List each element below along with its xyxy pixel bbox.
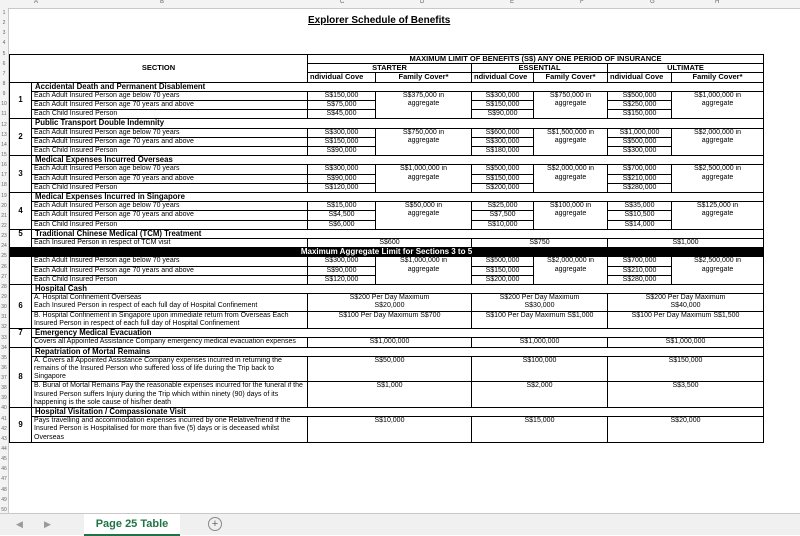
cell-value: S$300,000	[308, 165, 376, 174]
sheet-tab-page-25[interactable]: Page 25 Table	[84, 514, 180, 536]
row-number[interactable]: 1	[2, 10, 6, 16]
row-label: Each Adult Insured Person age 70 years and above	[32, 174, 308, 183]
family-aggregate-cell: S$2,000,000 in aggregate	[672, 128, 764, 156]
cell-value: S$200 Per Day Maximum S$40,000	[608, 294, 764, 311]
family-aggregate-cell: S$750,000 in aggregate	[376, 128, 472, 156]
row-number[interactable]: 19	[1, 192, 7, 199]
cell-value: S$700,000	[608, 165, 672, 174]
col-letter[interactable]: E	[510, 0, 515, 5]
section-number: 6	[10, 285, 32, 329]
cell-value: S$600,000	[472, 128, 534, 137]
scroll-tabs-right-icon[interactable]: ▶	[44, 519, 51, 529]
row-label: Covers all Appointed Assistance Company emergency medical evacuation expenses	[32, 338, 308, 347]
section-title: Hospital Visitation / Compassionate Visit	[32, 407, 764, 416]
cell-value: S$45,000	[308, 110, 376, 119]
row-number[interactable]: 10	[1, 101, 7, 108]
cell-value: S$280,000	[608, 183, 672, 192]
row-number[interactable]: 31	[1, 314, 7, 321]
family-aggregate-cell: S$2,500,000 in aggregate	[672, 257, 764, 285]
row-number[interactable]: 50	[1, 506, 7, 513]
cell-value: S$1,000,000	[472, 338, 608, 347]
cell-value: S$150,000	[308, 137, 376, 146]
cell-value: S$210,000	[608, 266, 672, 275]
cell-value: S$500,000	[608, 137, 672, 146]
row-number[interactable]: 39	[1, 395, 7, 402]
cell-value: S$300,000	[472, 137, 534, 146]
family-aggregate-cell: S$375,000 in aggregate	[376, 91, 472, 119]
section-title: Traditional Chinese Medical (TCM) Treatment	[32, 229, 764, 238]
section-number: 9	[10, 407, 32, 442]
row-label: Each Adult Insured Person age below 70 years	[32, 202, 308, 211]
cell-value: S$200,000	[472, 275, 534, 284]
cell-value: S$75,000	[308, 101, 376, 110]
cell-value: S$150,000	[608, 110, 672, 119]
section-number: 5	[10, 229, 32, 247]
row-number[interactable]: 2	[2, 20, 6, 27]
family-cover-header: Family Cover*	[376, 73, 472, 82]
individual-cover-header: ndividual Cove	[308, 73, 376, 82]
cell-value: S$150,000	[472, 101, 534, 110]
cell-value: S$300,000	[308, 257, 376, 266]
max-limit-header: MAXIMUM LIMIT OF BENEFITS (S$) ANY ONE PERIOD OF INSURANCE	[308, 55, 764, 64]
cell-value: S$50,000	[308, 356, 472, 382]
row-number[interactable]: 5	[2, 50, 6, 57]
row-number[interactable]: 18	[1, 182, 7, 189]
section-number: 7	[10, 329, 32, 347]
section-title: Medical Expenses Incurred Overseas	[32, 156, 764, 165]
cell-value: S$200 Per Day Maximum S$30,000	[472, 294, 608, 311]
row-label: Each Adult Insured Person age below 70 years	[32, 257, 308, 266]
row-number[interactable]: 35	[1, 354, 7, 361]
cell-value: S$1,000	[608, 239, 764, 248]
row-label: Each Child Insured Person	[32, 110, 308, 119]
cell-value: S$600	[308, 239, 472, 248]
row-number[interactable]: 38	[1, 385, 7, 392]
row-number[interactable]: 11	[1, 111, 7, 118]
section-title: Public Transport Double Indemnity	[32, 119, 764, 128]
cell-value: S$20,000	[608, 417, 764, 443]
col-letter[interactable]: A	[34, 0, 39, 5]
row-number[interactable]: 37	[1, 375, 7, 382]
row-number[interactable]: 34	[1, 344, 7, 351]
row-number[interactable]: 26	[1, 263, 7, 270]
cell-value: S$100 Per Day Maximum S$700	[308, 311, 472, 328]
cell-value: S$90,000	[472, 110, 534, 119]
col-letter[interactable]: G	[650, 0, 655, 5]
row-number[interactable]: 22	[1, 222, 7, 229]
cell-value: S$15,000	[472, 417, 608, 443]
row-number[interactable]: 32	[1, 324, 7, 331]
row-number[interactable]: 8	[2, 80, 6, 87]
row-number[interactable]: 27	[1, 273, 7, 280]
cell-value: S$150,000	[472, 174, 534, 183]
row-label: Each Insured Person in respect of TCM visit	[32, 239, 308, 248]
row-label: B. Hospital Confinement in Singapore upon immediate return from Overseas Each Insured Person in respect of each full day of Hospital Confinement	[32, 311, 308, 328]
cell-value: S$500,000	[608, 91, 672, 100]
row-label: Each Adult Insured Person age 70 years and above	[32, 101, 308, 110]
row-number[interactable]: 29	[1, 293, 7, 300]
family-aggregate-cell: S$125,000 in aggregate	[672, 202, 764, 230]
scroll-tabs-left-icon[interactable]: ◀	[16, 519, 23, 529]
section-number: 3	[10, 156, 32, 193]
row-number[interactable]: 4	[2, 40, 6, 47]
row-number[interactable]: 12	[1, 121, 7, 128]
cell-value: S$200,000	[472, 183, 534, 192]
row-number[interactable]: 49	[1, 496, 7, 503]
row-number[interactable]: 33	[1, 334, 7, 341]
sheet-tab-bar	[0, 513, 800, 535]
plan-header-ultimate: ULTIMATE	[608, 64, 764, 73]
cell-value: S$2,000	[472, 382, 608, 408]
row-number[interactable]: 44	[1, 446, 7, 453]
cell-value: S$6,000	[308, 220, 376, 229]
cell-value: S$100 Per Day Maximum S$1,500	[608, 311, 764, 328]
row-number[interactable]: 14	[1, 141, 7, 148]
row-number[interactable]: 48	[1, 486, 7, 493]
row-label: Each Adult Insured Person age below 70 years	[32, 165, 308, 174]
family-aggregate-cell: S$750,000 in aggregate	[534, 91, 608, 119]
cell-value: S$700,000	[608, 257, 672, 266]
cell-value: S$4,500	[308, 211, 376, 220]
row-label: Pays travelling and accommodation expenses incurred by one Relative/friend if the Insured Person is Hospitalised for more than five (5) days or is deceased whilst Overseas	[32, 417, 308, 443]
section-title: Repatriation of Mortal Remains	[32, 347, 764, 356]
row-number[interactable]: 47	[1, 476, 7, 483]
family-aggregate-cell: S$1,000,000 in aggregate	[672, 91, 764, 119]
row-label: Each Child Insured Person	[32, 147, 308, 156]
family-aggregate-cell: S$50,000 in aggregate	[376, 202, 472, 230]
row-number[interactable]: 6	[2, 60, 6, 67]
section-number: 8	[10, 347, 32, 407]
row-number[interactable]: 21	[1, 212, 7, 219]
row-label: B. Burial of Mortal Remains Pay the reasonable expenses incurred for the funeral if the Insured Person suffers Injury during the Trip which within ninety (90) days of its happening is the sole cause of his/her death	[32, 382, 308, 408]
family-cover-header: Family Cover*	[672, 73, 764, 82]
cell-value: S$100 Per Day Maximum S$1,000	[472, 311, 608, 328]
row-number[interactable]: 16	[1, 162, 7, 169]
cell-value: S$180,000	[472, 147, 534, 156]
individual-cover-header: ndividual Cove	[472, 73, 534, 82]
section-number: 1	[10, 82, 32, 119]
section-number: 4	[10, 193, 32, 230]
cell-value: S$1,000,000	[308, 338, 472, 347]
row-number[interactable]: 40	[1, 405, 7, 412]
row-number[interactable]: 3	[2, 30, 6, 37]
section-title: Hospital Cash	[32, 285, 764, 294]
benefits-table	[9, 54, 764, 443]
row-number[interactable]: 9	[2, 91, 6, 98]
cell-value: S$280,000	[608, 275, 672, 284]
cell-value: S$150,000	[308, 91, 376, 100]
section-title: Accidental Death and Permanent Disablement	[32, 82, 764, 91]
row-label: Each Child Insured Person	[32, 183, 308, 192]
cell-value: S$1,000	[308, 382, 472, 408]
cell-value: S$300,000	[608, 147, 672, 156]
row-label: Each Adult Insured Person age 70 years and above	[32, 137, 308, 146]
col-letter[interactable]: H	[715, 0, 720, 5]
cell-value: S$300,000	[472, 91, 534, 100]
row-number[interactable]: 41	[1, 415, 7, 422]
row-number[interactable]: 42	[1, 425, 7, 432]
row-number-gutter	[0, 8, 9, 513]
row-number[interactable]: 15	[1, 151, 7, 158]
page-title: Explorer Schedule of Benefits	[308, 15, 451, 26]
section-number: 2	[10, 119, 32, 156]
plan-header-essential: ESSENTIAL	[472, 64, 608, 73]
aggregate-limit-banner: Maximum Aggregate Limit for Sections 3 to 5	[10, 248, 764, 257]
row-label: Each Adult Insured Person age 70 years and above	[32, 211, 308, 220]
row-label: A. Hospital Confinement Overseas Each Insured Person in respect of each full day of Hospital Confinement	[32, 294, 308, 311]
cell-value: S$500,000	[472, 257, 534, 266]
col-letter[interactable]: F	[580, 0, 584, 5]
cell-value: S$15,000	[308, 202, 376, 211]
col-letter[interactable]: D	[420, 0, 425, 5]
cell-value: S$14,000	[608, 220, 672, 229]
family-aggregate-cell: S$2,000,000 in aggregate	[534, 165, 608, 193]
cell-value: S$150,000	[472, 266, 534, 275]
cell-value: S$1,000,000	[608, 128, 672, 137]
row-label: Each Child Insured Person	[32, 275, 308, 284]
family-aggregate-cell: S$2,500,000 in aggregate	[672, 165, 764, 193]
cell-value: S$10,000	[472, 220, 534, 229]
cell-value: S$90,000	[308, 266, 376, 275]
row-label: Each Adult Insured Person age 70 years and above	[32, 266, 308, 275]
cell-value: S$90,000	[308, 174, 376, 183]
section-header: SECTION	[10, 55, 308, 83]
family-aggregate-cell: S$1,500,000 in aggregate	[534, 128, 608, 156]
row-number[interactable]: 20	[1, 202, 7, 209]
cell-value: S$750	[472, 239, 608, 248]
family-aggregate-cell: S$1,000,000 in aggregate	[376, 257, 472, 285]
cell-value: S$100,000	[472, 356, 608, 382]
row-number[interactable]: 17	[1, 172, 7, 179]
row-number[interactable]: 45	[1, 456, 7, 463]
cell-value: S$210,000	[608, 174, 672, 183]
row-number[interactable]: 7	[2, 70, 6, 77]
section-title: Medical Expenses Incurred in Singapore	[32, 193, 764, 202]
row-number[interactable]: 30	[1, 304, 7, 311]
cell-value: S$1,000,000	[608, 338, 764, 347]
row-number[interactable]: 36	[1, 364, 7, 371]
cell-value: S$300,000	[308, 128, 376, 137]
col-letter[interactable]: C	[340, 0, 345, 5]
cell-value: S$7,500	[472, 211, 534, 220]
family-aggregate-cell: S$2,000,000 in aggregate	[534, 257, 608, 285]
cell-value: S$10,000	[308, 417, 472, 443]
family-aggregate-cell: S$100,000 in aggregate	[534, 202, 608, 230]
cell-value: S$250,000	[608, 101, 672, 110]
cell-value: S$10,500	[608, 211, 672, 220]
cell-value: S$3,500	[608, 382, 764, 408]
cell-value: S$500,000	[472, 165, 534, 174]
family-aggregate-cell: S$1,000,000 in aggregate	[376, 165, 472, 193]
column-header-bar	[0, 0, 800, 9]
cell-value: S$35,000	[608, 202, 672, 211]
cell-value: S$120,000	[308, 183, 376, 192]
row-number[interactable]: 13	[1, 131, 7, 138]
cell-value: S$90,000	[308, 147, 376, 156]
row-label: Each Adult Insured Person age below 70 years	[32, 91, 308, 100]
col-letter[interactable]: B	[160, 0, 165, 5]
row-label: Each Adult Insured Person age below 70 years	[32, 128, 308, 137]
individual-cover-header: ndividual Cove	[608, 73, 672, 82]
row-number[interactable]: 23	[1, 233, 7, 240]
cell-value: S$200 Per Day Maximum S$20,000	[308, 294, 472, 311]
row-number[interactable]: 28	[1, 283, 7, 290]
add-sheet-icon[interactable]: +	[208, 517, 222, 531]
row-number[interactable]: 46	[1, 466, 7, 473]
section-title: Emergency Medical Evacuation	[32, 329, 764, 338]
row-label: Each Child Insured Person	[32, 220, 308, 229]
row-number[interactable]: 43	[1, 435, 7, 442]
row-number[interactable]: 24	[1, 243, 7, 250]
row-number[interactable]: 25	[1, 253, 7, 260]
cell-value: S$120,000	[308, 275, 376, 284]
cell-value: S$25,000	[472, 202, 534, 211]
cell-value: S$150,000	[608, 356, 764, 382]
family-cover-header: Family Cover*	[534, 73, 608, 82]
plan-header-starter: STARTER	[308, 64, 472, 73]
row-label: A. Covers all Appointed Assistance Company expenses incurred in returning the remains of the Insured Person who suffered loss of life during the Trip back to Singapore	[32, 356, 308, 382]
